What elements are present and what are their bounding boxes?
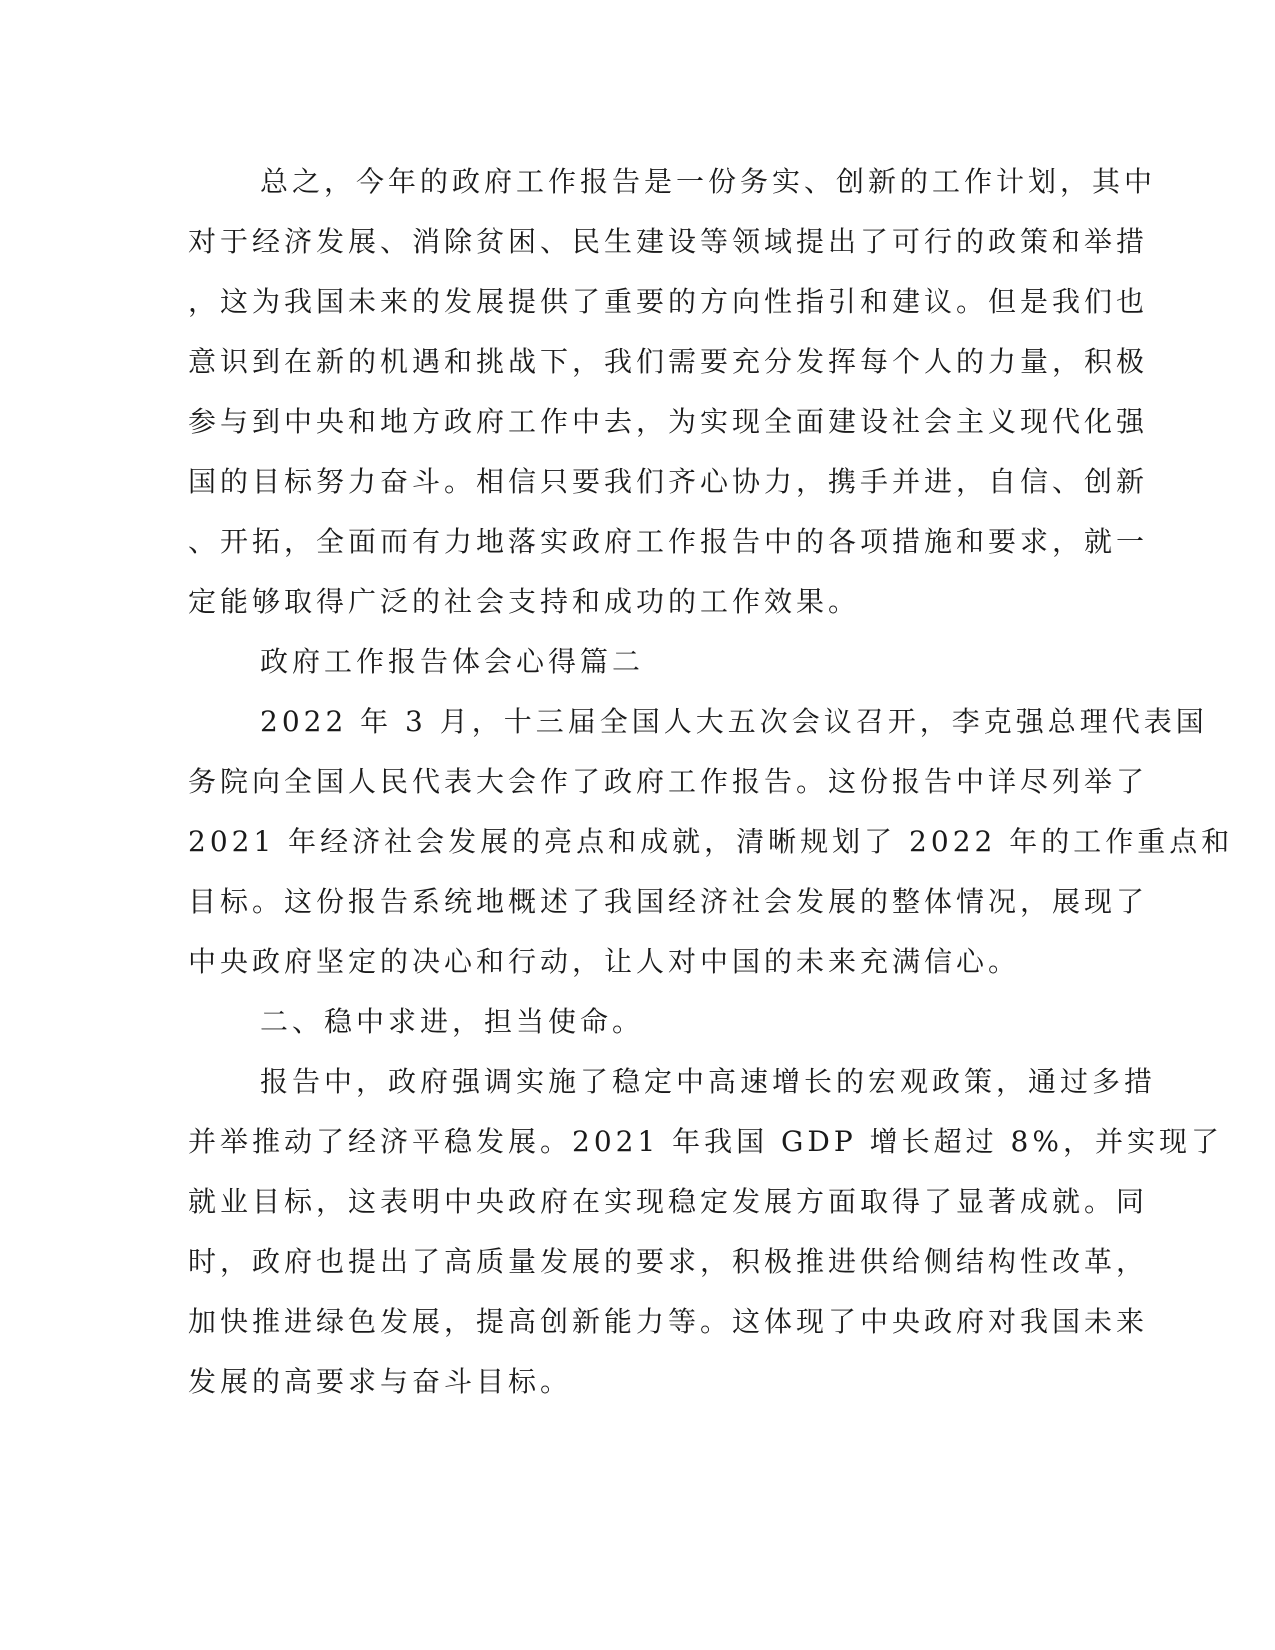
paragraph-1-line: 、开拓，全面而有力地落实政府工作报告中的各项措施和要求，就一	[188, 525, 1149, 558]
paragraph-1-line: ，这为我国未来的发展提供了重要的方向性指引和建议。但是我们也	[188, 285, 1149, 318]
paragraph-1-line: 定能够取得广泛的社会支持和成功的工作效果。	[188, 585, 861, 618]
paragraph-1-line: 国的目标努力奋斗。相信只要我们齐心协力，携手并进，自信、创新	[188, 465, 1149, 498]
paragraph-2-line: 务院向全国人民代表大会作了政府工作报告。这份报告中详尽列举了	[188, 765, 1149, 798]
paragraph-3-line: 加快推进绿色发展，提高创新能力等。这体现了中央政府对我国未来	[188, 1305, 1149, 1338]
paragraph-3-line: 发展的高要求与奋斗目标。	[188, 1365, 573, 1398]
paragraph-3-line: 并举推动了经济平稳发展。2021 年我国 GDP 增长超过 8%，并实现了	[188, 1125, 1223, 1158]
paragraph-1-line: 对于经济发展、消除贫困、民生建设等领域提出了可行的政策和举措	[188, 225, 1149, 258]
paragraph-1-line: 意识到在新的机遇和挑战下，我们需要充分发挥每个人的力量，积极	[188, 345, 1149, 378]
paragraph-2-line: 2021 年经济社会发展的亮点和成就，清晰规划了 2022 年的工作重点和	[188, 825, 1234, 858]
paragraph-3-line: 时，政府也提出了高质量发展的要求，积极推进供给侧结构性改革，	[188, 1245, 1149, 1278]
document-body	[188, 152, 1234, 1412]
paragraph-3-line: 就业目标，这表明中央政府在实现稳定发展方面取得了显著成就。同	[188, 1185, 1149, 1218]
subsection-heading: 二、稳中求进，担当使命。	[260, 1005, 645, 1038]
paragraph-2-line: 目标。这份报告系统地概述了我国经济社会发展的整体情况，展现了	[188, 885, 1149, 918]
paragraph-2-line: 2022 年 3 月，十三届全国人大五次会议召开，李克强总理代表国	[260, 705, 1208, 738]
paragraph-3-line: 报告中，政府强调实施了稳定中高速增长的宏观政策，通过多措	[260, 1065, 1157, 1098]
paragraph-1-line: 参与到中央和地方政府工作中去，为实现全面建设社会主义现代化强	[188, 405, 1149, 438]
section-heading: 政府工作报告体会心得篇二	[260, 645, 645, 678]
paragraph-2-line: 中央政府坚定的决心和行动，让人对中国的未来充满信心。	[188, 945, 1021, 978]
paragraph-1-line: 总之，今年的政府工作报告是一份务实、创新的工作计划，其中	[260, 165, 1157, 198]
